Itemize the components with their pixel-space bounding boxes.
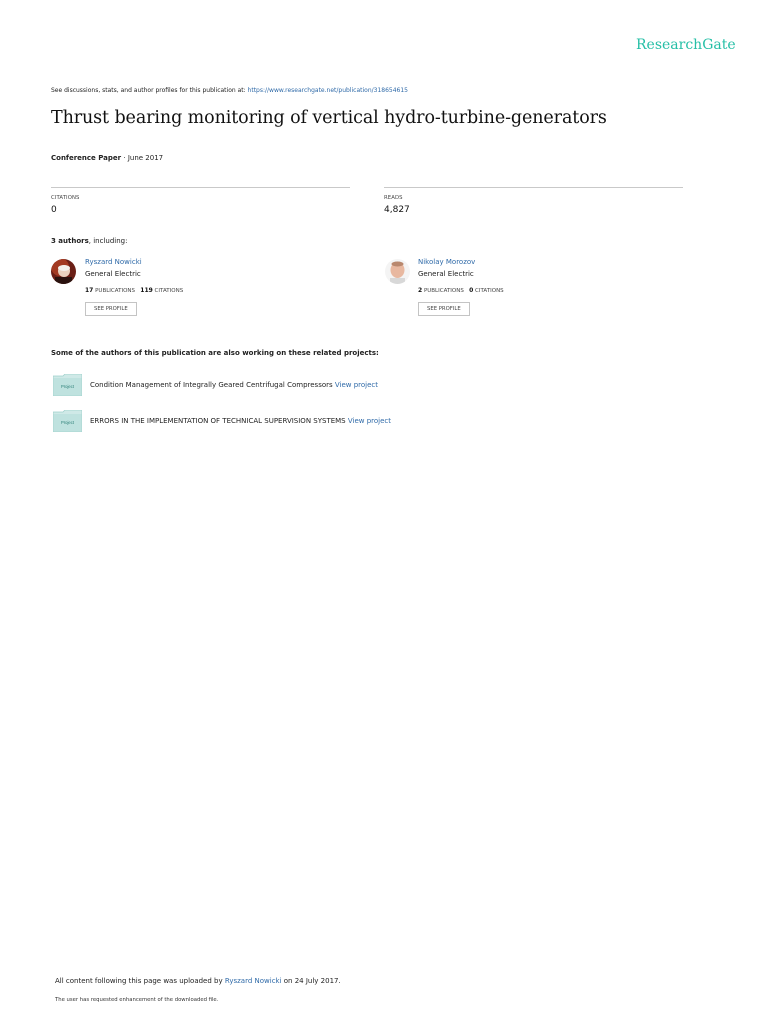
view-project-link[interactable]: View project bbox=[334, 381, 379, 389]
authors-count: 3 authors bbox=[51, 237, 89, 245]
discussion-text: See discussions, stats, and author profiles for this publication at: bbox=[51, 87, 248, 94]
project-item bbox=[90, 381, 378, 389]
citations-divider bbox=[51, 187, 350, 188]
author-publications-count: 17 bbox=[85, 287, 94, 294]
publication-type-date bbox=[51, 154, 163, 162]
project-icon-label: Project bbox=[60, 420, 75, 425]
upload-prefix: All content following this page was uploaded by bbox=[55, 977, 225, 985]
project-folder-icon bbox=[53, 410, 82, 432]
view-project-link[interactable]: View project bbox=[347, 417, 391, 425]
authors-heading bbox=[51, 237, 127, 245]
publication-url-link[interactable]: https://www.researchgate.net/publication/318654615 bbox=[247, 87, 408, 94]
project-item bbox=[90, 417, 391, 425]
author-citations-count: 119 bbox=[140, 287, 153, 294]
author-name-link[interactable]: Nikolay Morozov bbox=[418, 258, 476, 266]
citations-label: CITATIONS bbox=[51, 195, 80, 201]
author-institution: General Electric bbox=[418, 270, 474, 278]
publication-title: Thrust bearing monitoring of vertical hydro-turbine-generators bbox=[51, 108, 607, 128]
enhancement-note: The user has requested enhancement of the downloaded file. bbox=[55, 997, 219, 1003]
see-profile-button[interactable]: SEE PROFILE bbox=[418, 302, 470, 316]
related-projects-heading: Some of the authors of this publication are also working on these related projects: bbox=[51, 349, 379, 357]
reads-label: READS bbox=[384, 195, 403, 201]
citations-value: 0 bbox=[51, 205, 57, 215]
publication-type: Conference Paper bbox=[51, 154, 122, 162]
author-avatar[interactable] bbox=[385, 259, 410, 284]
upload-notice bbox=[55, 977, 341, 985]
author-citations-label: CITATIONS bbox=[154, 288, 184, 294]
researchgate-logo[interactable]: ResearchGate bbox=[636, 37, 736, 53]
author-name-link[interactable]: Ryszard Nowicki bbox=[85, 258, 142, 266]
author-citations-label: CITATIONS bbox=[475, 288, 504, 294]
avatar-photo-icon bbox=[385, 259, 410, 284]
author-institution: General Electric bbox=[85, 270, 141, 278]
authors-heading-suffix: , including: bbox=[88, 237, 128, 245]
author-publications-label: PUBLICATIONS bbox=[423, 288, 464, 294]
author-publications-count: 2 bbox=[418, 287, 423, 294]
upload-suffix: on 24 July 2017. bbox=[281, 977, 341, 985]
project-title: ERRORS IN THE IMPLEMENTATION OF TECHNICAL SUPERVISION SYSTEMS bbox=[90, 417, 348, 425]
project-title: Condition Management of Integrally Geared Centrifugal Compressors bbox=[90, 381, 335, 389]
discussion-line bbox=[51, 87, 408, 94]
see-profile-button[interactable]: SEE PROFILE bbox=[85, 302, 137, 316]
publication-date: June 2017 bbox=[127, 154, 164, 162]
type-date-separator: · bbox=[121, 154, 128, 162]
uploader-link[interactable]: Ryszard Nowicki bbox=[224, 977, 282, 985]
author-citations-count: 0 bbox=[469, 287, 474, 294]
project-icon-label: Project bbox=[60, 384, 75, 389]
project-folder-icon bbox=[53, 374, 82, 396]
author-publications-label: PUBLICATIONS bbox=[95, 288, 136, 294]
reads-value: 4,827 bbox=[384, 205, 410, 215]
reads-divider bbox=[384, 187, 683, 188]
avatar-photo-icon bbox=[51, 259, 76, 284]
author-stats bbox=[418, 287, 504, 294]
author-stats bbox=[85, 287, 183, 294]
author-avatar[interactable] bbox=[51, 259, 76, 284]
